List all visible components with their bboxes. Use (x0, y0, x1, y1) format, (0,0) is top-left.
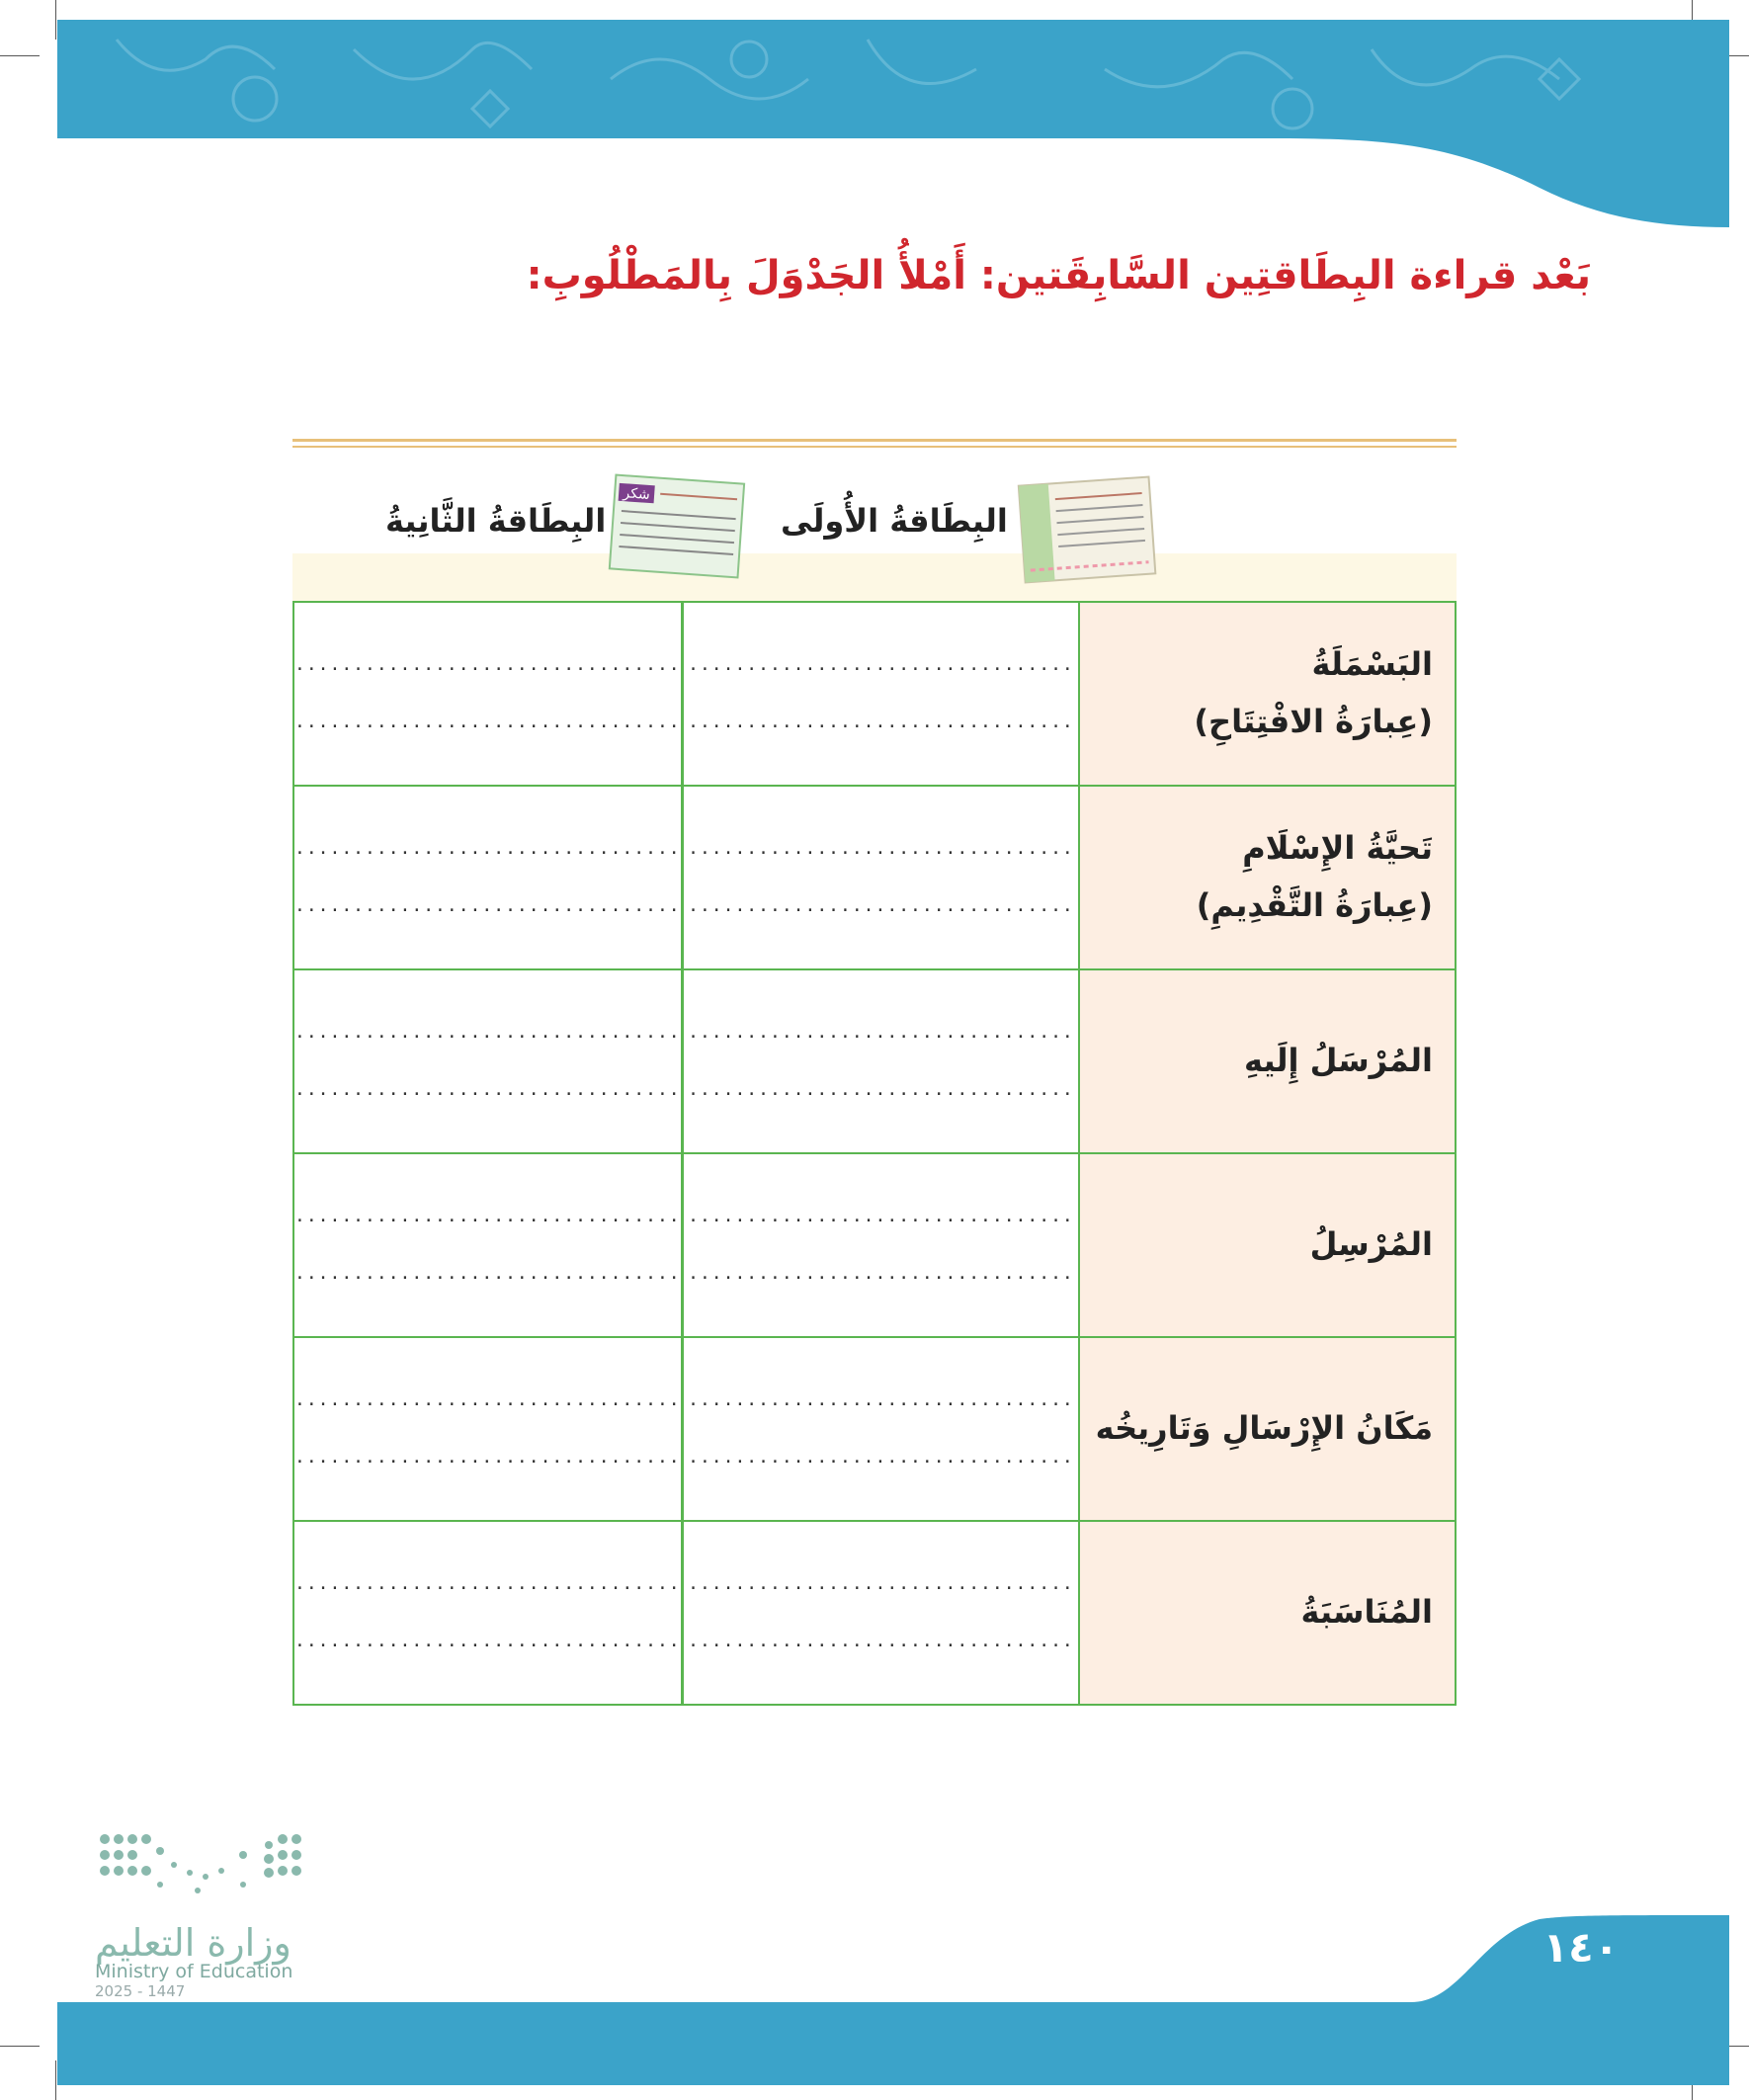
divider (292, 446, 1457, 448)
table-row (293, 969, 1456, 1153)
header-banner (57, 20, 1729, 227)
second-card-answer[interactable]: ................................. ................................. (293, 602, 682, 786)
second-card-answer[interactable]: ................................. ................................. (293, 1521, 682, 1705)
row-label: المُنَاسَبَةُ (1079, 1521, 1456, 1705)
row-label: تَحيَّةُ الإِسْلَامِ (عِبارَةُ التَّقْدِيمِ) (1079, 786, 1456, 969)
crop-mark (55, 2060, 56, 2100)
first-card-answer[interactable]: ................................. ................................. (682, 786, 1079, 969)
answer-table (292, 601, 1457, 1706)
table-row (293, 1337, 1456, 1521)
page-number: ١٤٠ (1542, 1923, 1620, 1972)
table-row (293, 786, 1456, 969)
instruction-text: بَعْد قراءة البِطَاقتِين السَّابِقَتين: أَمْلأُ الجَدْوَلَ بِالمَطْلُوبِ: (526, 253, 1591, 298)
second-card-thumbnail (603, 469, 751, 583)
footer-band (57, 1915, 1729, 2085)
row-label: مَكَانُ الإِرْسَالِ وَتَارِيخُه (1079, 1337, 1456, 1521)
row-label: المُرْسَلُ إِلَيهِ (1079, 969, 1456, 1153)
crop-mark (0, 2046, 40, 2047)
column-header-first-card: البِطَاقةُ الأُولَى (781, 502, 1008, 540)
first-card-thumbnail (1008, 469, 1166, 588)
ministry-name-english: Ministry of Education (95, 1961, 293, 1982)
column-header-second-card: البِطَاقةُ الثَّانِيةُ (385, 502, 607, 540)
ministry-name-arabic: وزارة التعليم (95, 1921, 292, 1965)
second-card-answer[interactable]: ................................. ................................. (293, 786, 682, 969)
crop-mark (55, 0, 56, 40)
row-label: البَسْمَلَةُ (عِبارَةُ الافْتِتَاحِ) (1079, 602, 1456, 786)
table-row (293, 1153, 1456, 1337)
first-card-answer[interactable]: ................................. ................................. (682, 1521, 1079, 1705)
thumb-word: شكر (623, 485, 651, 503)
crop-mark (0, 55, 40, 56)
row-label: المُرْسِلُ (1079, 1153, 1456, 1337)
table-row (293, 1521, 1456, 1705)
header-band (292, 553, 1457, 601)
second-card-answer[interactable]: ................................. ................................. (293, 969, 682, 1153)
first-card-answer[interactable]: ................................. ................................. (682, 1337, 1079, 1521)
first-card-answer[interactable]: ................................. ................................. (682, 969, 1079, 1153)
first-card-answer[interactable]: ................................. ................................. (682, 1153, 1079, 1337)
first-card-answer[interactable]: ................................. ................................. (682, 602, 1079, 786)
divider (292, 439, 1457, 442)
second-card-answer[interactable]: ................................. ................................. (293, 1153, 682, 1337)
table-row (293, 602, 1456, 786)
second-card-answer[interactable]: ................................. ................................. (293, 1337, 682, 1521)
edition-year: 2025 - 1447 (95, 1982, 186, 2000)
